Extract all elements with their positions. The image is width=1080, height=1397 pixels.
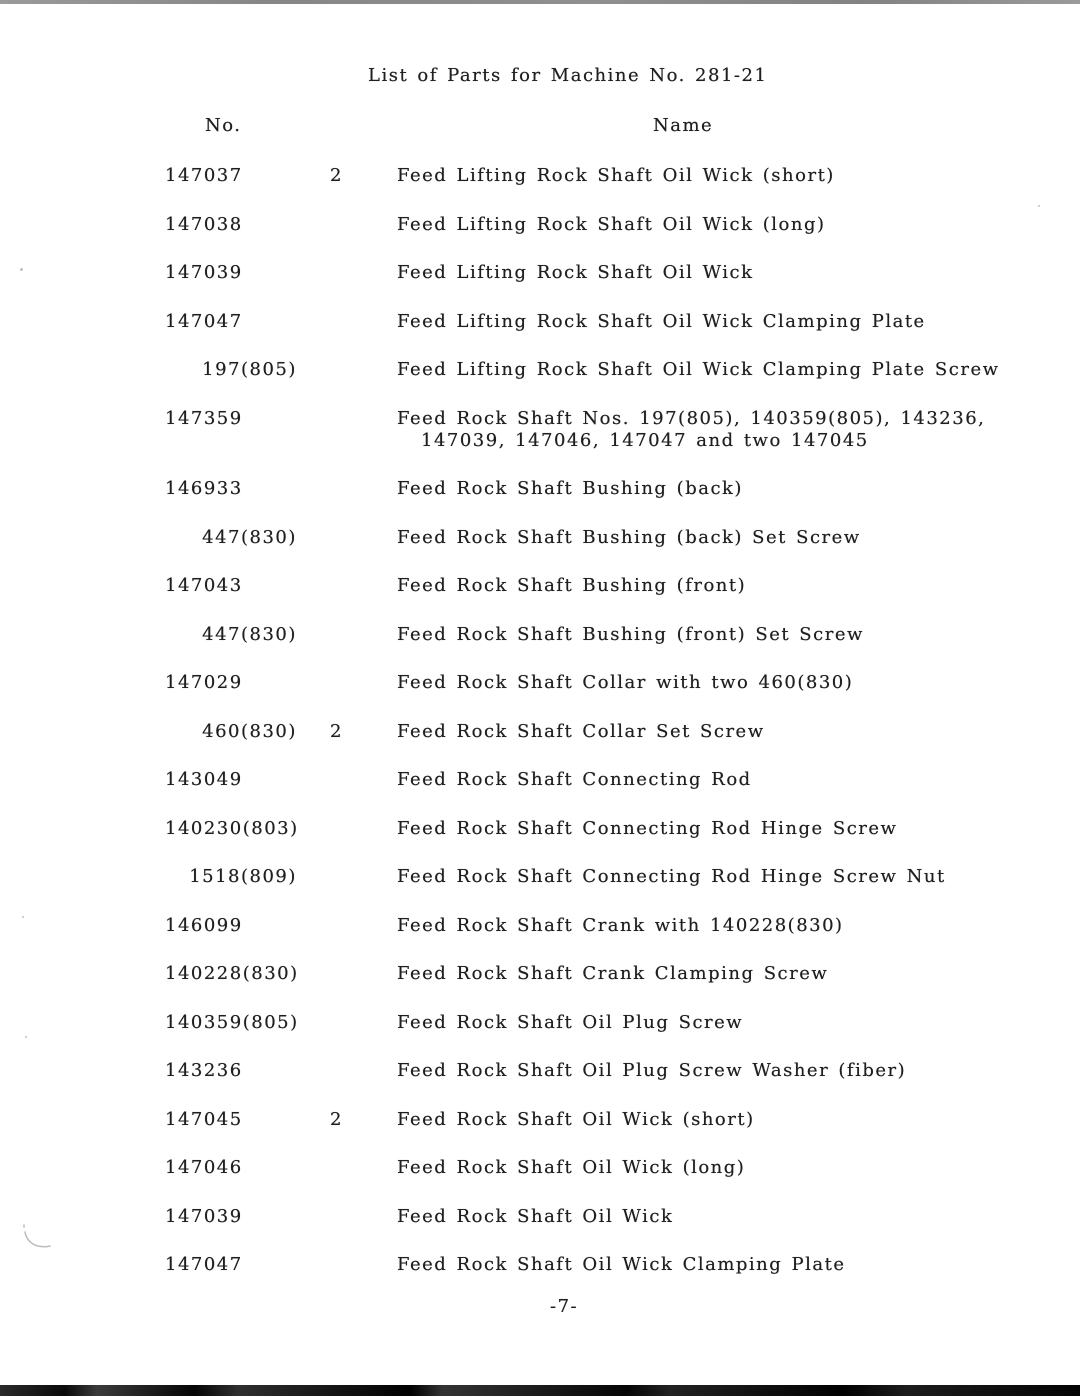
part-name <box>397 1012 1065 1034</box>
part-name-line1: Feed Rock Shaft Bushing (front) <box>397 575 747 596</box>
part-row <box>165 721 1065 743</box>
part-no-main: 460 <box>202 720 241 742</box>
part-no-main: 147359 <box>165 407 243 429</box>
part-qty: 2 <box>330 165 343 186</box>
part-no <box>165 1206 330 1228</box>
part-no-main: 147047 <box>165 310 243 332</box>
part-name <box>397 1254 1065 1276</box>
part-name-line1: Feed Rock Shaft Crank with 140228(830) <box>397 914 844 936</box>
scan-speck <box>22 916 24 918</box>
part-row <box>165 769 1065 791</box>
part-name <box>397 818 1065 840</box>
part-no <box>165 1157 330 1179</box>
part-no-main: 147039 <box>165 262 243 283</box>
part-name <box>397 866 1065 888</box>
part-row <box>165 478 1065 500</box>
part-row <box>165 165 1065 187</box>
part-name-line1: Feed Lifting Rock Shaft Oil Wick (long) <box>397 213 826 235</box>
part-no <box>165 672 330 694</box>
part-no-main: 147038 <box>165 213 243 235</box>
part-row <box>165 818 1065 840</box>
top-scan-bar <box>0 0 1080 4</box>
part-no-main: 140359 <box>165 1011 243 1033</box>
part-no-main: 447 <box>202 526 241 548</box>
part-no <box>165 165 330 187</box>
part-no-main: 146933 <box>165 478 243 499</box>
part-name-line1: Feed Lifting Rock Shaft Oil Wick (short) <box>397 165 835 186</box>
part-no <box>165 1254 330 1276</box>
part-row <box>165 214 1065 236</box>
part-qty: 2 <box>330 1108 343 1130</box>
part-no-main: 147037 <box>165 165 243 186</box>
part-no <box>165 262 330 284</box>
part-row <box>165 672 1065 694</box>
part-no <box>165 408 330 430</box>
part-name <box>397 624 1065 646</box>
part-no-main: 197 <box>202 359 241 380</box>
part-no-suffix: (803) <box>242 817 299 839</box>
part-name-line1: Feed Rock Shaft Oil Wick (short) <box>397 1108 755 1130</box>
parts-table <box>165 165 1065 1303</box>
part-name-line1: Feed Rock Shaft Oil Wick (long) <box>397 1157 746 1178</box>
part-name-line1: Feed Rock Shaft Oil Plug Screw Washer (fiber) <box>397 1060 907 1081</box>
part-name <box>397 408 1065 452</box>
part-qty: 2 <box>330 720 343 742</box>
part-name-line1: Feed Rock Shaft Bushing (back) Set Screw <box>397 526 861 548</box>
part-no <box>165 963 330 985</box>
part-row <box>165 311 1065 333</box>
bottom-scan-bar <box>0 1385 1080 1396</box>
column-header-name: Name <box>653 115 714 136</box>
part-row <box>165 1060 1065 1082</box>
part-no-main: 143049 <box>165 769 243 790</box>
part-no <box>165 1109 330 1131</box>
part-no-main: 140228 <box>165 963 243 984</box>
part-no <box>165 1012 330 1034</box>
part-no-main: 147043 <box>165 575 243 596</box>
part-name <box>397 575 1065 597</box>
part-no <box>165 575 330 597</box>
part-name-line2: 147039, 147046, 147047 and two 147045 <box>421 429 869 451</box>
part-name <box>397 1157 1065 1179</box>
part-row <box>165 866 1065 888</box>
part-name-line1: Feed Lifting Rock Shaft Oil Wick <box>397 262 754 283</box>
part-no-suffix: (809) <box>241 866 297 887</box>
part-name <box>397 1206 1065 1228</box>
page-title: List of Parts for Machine No. 281-21 <box>368 65 768 86</box>
part-row <box>165 575 1065 597</box>
part-name-line1: Feed Rock Shaft Connecting Rod Hinge Screw Nut <box>397 866 946 887</box>
part-no <box>165 624 330 646</box>
part-name <box>397 262 1065 284</box>
part-name <box>397 769 1065 791</box>
part-name-line1: Feed Rock Shaft Bushing (front) Set Screw <box>397 623 864 645</box>
part-name-line1: Feed Lifting Rock Shaft Oil Wick Clamping Plate <box>397 310 926 332</box>
part-no-suffix: (830) <box>242 963 299 984</box>
part-no-main: 447 <box>202 623 241 645</box>
part-name-line1: Feed Rock Shaft Bushing (back) <box>397 478 743 499</box>
scan-speck <box>1038 205 1040 207</box>
part-row <box>165 527 1065 549</box>
part-no <box>165 359 330 381</box>
part-name-line1: Feed Rock Shaft Collar Set Screw <box>397 720 765 742</box>
part-no <box>165 478 330 500</box>
part-no <box>165 1060 330 1082</box>
part-no-main: 147029 <box>165 672 243 693</box>
part-name <box>397 359 1065 381</box>
part-name <box>397 478 1065 500</box>
part-name <box>397 1060 1065 1082</box>
scan-speck <box>20 268 23 271</box>
part-no-main: 140230 <box>165 817 243 839</box>
page-number: -7- <box>550 1296 579 1317</box>
part-name <box>397 963 1065 985</box>
part-row <box>165 359 1065 381</box>
scan-speck <box>25 1036 27 1038</box>
part-no <box>165 818 330 840</box>
part-no-main: 147045 <box>165 1108 243 1130</box>
part-row <box>165 624 1065 646</box>
part-name <box>397 311 1065 333</box>
part-no-main: 147039 <box>165 1205 243 1227</box>
part-row <box>165 1254 1065 1276</box>
part-name-line1: Feed Rock Shaft Nos. 197(805), 140359(805), 143236, <box>397 407 986 429</box>
part-name-line1: Feed Rock Shaft Collar with two 460(830) <box>397 672 854 693</box>
part-no <box>165 915 330 937</box>
part-name-line1: Feed Rock Shaft Oil Plug Screw <box>397 1011 744 1033</box>
part-row <box>165 1206 1065 1228</box>
part-no <box>165 769 330 791</box>
part-name-line1: Feed Lifting Rock Shaft Oil Wick Clamping Plate Screw <box>397 359 1000 380</box>
part-no-suffix: (830) <box>241 623 297 645</box>
part-name-line1: Feed Rock Shaft Crank Clamping Screw <box>397 963 829 984</box>
part-row <box>165 1109 1065 1131</box>
part-no-main: 147046 <box>165 1157 243 1178</box>
part-no-main: 1518 <box>189 866 241 887</box>
part-row <box>165 408 1065 452</box>
part-no <box>165 527 330 549</box>
part-name <box>397 721 1065 743</box>
part-name <box>397 165 1065 187</box>
part-no <box>165 721 330 743</box>
part-name <box>397 1109 1065 1131</box>
part-name <box>397 527 1065 549</box>
part-no-suffix: (830) <box>241 720 297 742</box>
part-name-line1: Feed Rock Shaft Connecting Rod <box>397 769 752 790</box>
part-name-line1: Feed Rock Shaft Oil Wick Clamping Plate <box>397 1254 846 1275</box>
part-name-line1: Feed Rock Shaft Connecting Rod Hinge Screw <box>397 817 898 839</box>
part-no-main: 146099 <box>165 914 243 936</box>
column-header-no: No. <box>205 115 242 136</box>
part-no-suffix: (805) <box>241 359 297 380</box>
part-no-suffix: (805) <box>242 1011 299 1033</box>
part-no <box>165 214 330 236</box>
part-no-main: 147047 <box>165 1254 243 1275</box>
part-row <box>165 963 1065 985</box>
part-name <box>397 672 1065 694</box>
part-name-line1: Feed Rock Shaft Oil Wick <box>397 1205 674 1227</box>
part-no-suffix: (830) <box>241 526 297 548</box>
part-row <box>165 1012 1065 1034</box>
part-row <box>165 262 1065 284</box>
part-row <box>165 915 1065 937</box>
part-row <box>165 1157 1065 1179</box>
part-name <box>397 915 1065 937</box>
part-no <box>165 866 330 888</box>
part-no-main: 143236 <box>165 1060 243 1081</box>
pen-mark <box>16 1218 58 1258</box>
part-name <box>397 214 1065 236</box>
part-no <box>165 311 330 333</box>
